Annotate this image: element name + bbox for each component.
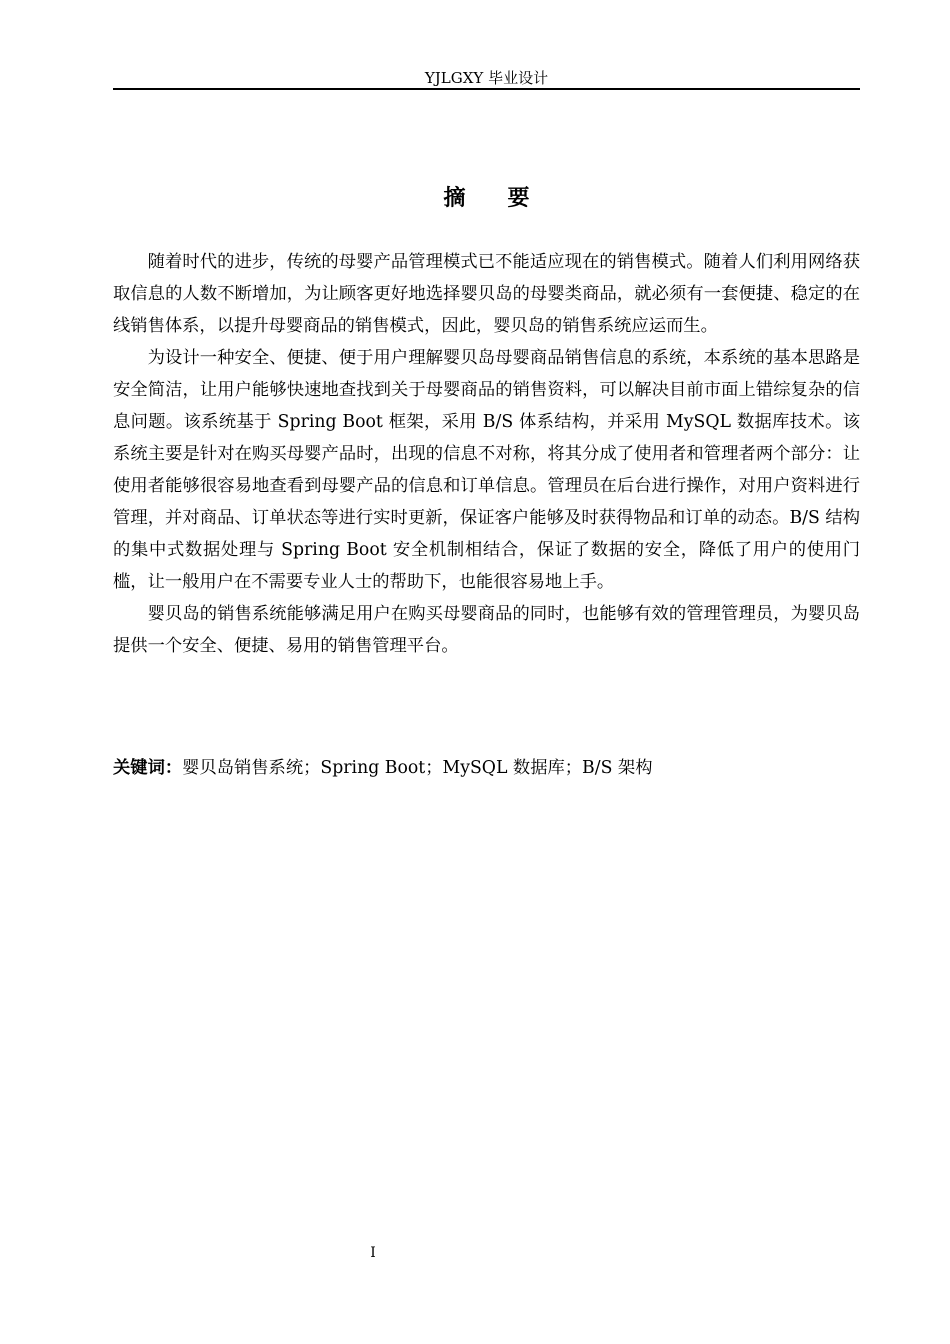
page-header: YJLGXY 毕业设计 xyxy=(424,69,549,87)
header-rule xyxy=(113,88,860,90)
abstract-paragraph-1: 随着时代的进步，传统的母婴产品管理模式已不能适应现在的销售模式。随着人们利用网络获取信息的人数不断增加，为让顾客更好地选择婴贝岛的母婴类商品，就必须有一套便捷、稳定的在线销售体系，以提升母婴商品的销售模式，因此，婴贝岛的销售系统应运而生。 xyxy=(113,252,860,336)
abstract-title: 摘要 xyxy=(443,186,572,211)
abstract-paragraph-3: 婴贝岛的销售系统能够满足用户在购买母婴商品的同时，也能够有效的管理管理员，为婴贝岛提供一个安全、便捷、易用的销售管理平台。 xyxy=(113,604,860,656)
keywords-label: 关键词： xyxy=(113,758,183,778)
abstract-paragraph-2: 为设计一种安全、便捷、便于用户理解婴贝岛母婴商品销售信息的系统，本系统的基本思路是安全简洁，让用户能够快速地查找到关于母婴商品的销售资料，可以解决目前市面上错综复杂的信息问题。该系统基于 Spring Boot 框架，采用 B/S 体系结构，并采用 MySQL 数据库技术。该系统主要是针对在购买母婴产品时，出现的信息不对称，将其分成了使用者和管理者两个部分：让使用者能够很容易地查看到母婴产品的信息和订单信息。管理员在后台进行操作，对用户资料进行管理，并对商品、订单状态等进行实时更新，保证客户能够及时获得物品和订单的动态。B/S 结构的集中式数据处理与 Spring Boot 安全机制相结合，保证了数据的安全，降低了用户的使用门槛，让一般用户在不需要专业人士的帮助下，也能很容易地上手。 xyxy=(113,348,860,592)
keywords-line xyxy=(113,752,860,784)
keywords-value: 婴贝岛销售系统；Spring Boot；MySQL 数据库；B/S 架构 xyxy=(182,758,653,778)
abstract-body xyxy=(113,246,860,662)
page-number: I xyxy=(370,1245,376,1261)
